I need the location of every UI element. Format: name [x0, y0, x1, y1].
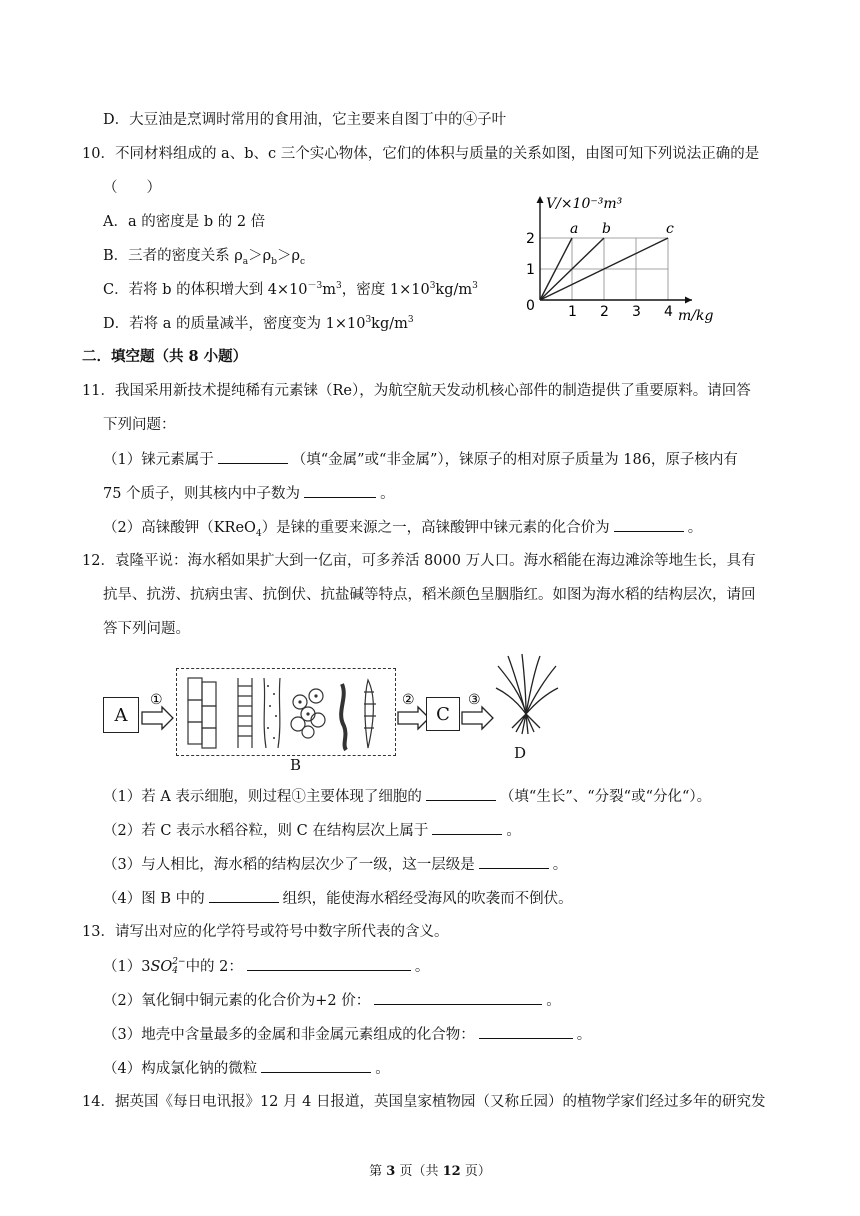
- x-tick-label: 4: [664, 304, 673, 320]
- q10-stem-line2: （ ）: [103, 180, 161, 196]
- svg-text:③: ③: [468, 692, 481, 708]
- y-axis-label: V/×10⁻³m³: [546, 196, 623, 212]
- q13-part1: （1）3SO 2− 4 中的 2： 。: [103, 957, 430, 976]
- q11-stem-line2: 下列问题：: [103, 417, 176, 433]
- q12-stem-line1: 12．袁隆平说：海水稻如果扩大到一亿亩，可多养活 8000 万人口。海水稻能在海边滩涂等地生长，具有: [82, 553, 756, 569]
- svg-text:②: ②: [402, 692, 415, 708]
- series-label-b: b: [602, 221, 611, 237]
- answer-blank[interactable]: [479, 1024, 573, 1039]
- y-tick-label: 2: [526, 231, 535, 247]
- q12-part2: （2）若 C 表示水稻谷粒，则 C 在结构层次上属于 。: [103, 820, 521, 841]
- q12-stem-line2: 抗旱、抗涝、抗病虫害、抗倒伏、抗盐碱等特点，稻米颜色呈胭脂红。如图为海水稻的结构层次，请回: [103, 587, 756, 603]
- origin-label: 0: [526, 298, 535, 314]
- x-tick-label: 1: [568, 304, 577, 320]
- answer-blank[interactable]: [247, 956, 411, 971]
- q10-option-b: B．三者的密度关系 $\rho_a>\rho_b>\rho_c$: [103, 248, 306, 267]
- fig-box-a: A: [103, 697, 139, 733]
- y-tick-label: 1: [526, 262, 535, 278]
- svg-text:①: ①: [150, 692, 163, 708]
- q13-stem: 13．请写出对应的化学符号或符号中数字所代表的含义。: [82, 924, 449, 940]
- answer-blank[interactable]: [479, 854, 549, 869]
- q13-part2: （2）氧化铜中铜元素的化合价为+2 价： 。: [103, 990, 561, 1011]
- fig-label-d: D: [514, 744, 527, 762]
- x-tick-label: 3: [632, 304, 641, 320]
- arrow-3-icon: [460, 690, 496, 736]
- q11-part1-line1: （1）铼元素属于 （填“金属”或“非金属”），铼原子的相对原子质量为 186，原子核内有: [103, 449, 738, 470]
- x-tick-label: 2: [600, 304, 609, 320]
- series-label-c: c: [666, 221, 674, 237]
- q14-stem-line1: 14．据英国《每日电讯报》12 月 4 日报道，英国皇家植物园（又称丘园）的植物学家们经过多年的研究发: [82, 1094, 766, 1110]
- answer-blank[interactable]: [218, 449, 288, 464]
- x-axis-label: m/kg: [678, 308, 714, 324]
- x-axis-arrow-icon: [685, 297, 692, 304]
- answer-blank[interactable]: [374, 990, 542, 1005]
- plant-tissues-illustration: [180, 672, 392, 752]
- page-footer: 第 3 页（共 12 页）: [369, 1164, 491, 1179]
- answer-blank[interactable]: [209, 888, 279, 903]
- answer-blank[interactable]: [432, 820, 502, 835]
- q12-stem-line3: 答下列问题。: [103, 621, 190, 637]
- q9-option-d: D．大豆油是烹调时常用的食用油，它主要来自图丁中的④子叶: [103, 112, 507, 128]
- q11-part2: （2）高铼酸钾（KReO$_4$）是铼的重要来源之一，高铼酸钾中铼元素的化合价为 。: [103, 517, 702, 538]
- q12-part3: （3）与人相比，海水稻的结构层次少了一级，这一层级是 。: [103, 854, 567, 875]
- series-label-a: a: [570, 221, 579, 237]
- fig-label-b: B: [290, 756, 302, 774]
- q12-part4: （4）图 B 中的 组织，能使海水稻经受海风的吹袭而不倒伏。: [103, 888, 573, 909]
- q11-part1-line2: 75 个质子，则其核内中子数为 。: [103, 483, 395, 504]
- answer-blank[interactable]: [261, 1058, 371, 1073]
- q10-option-a: A．a 的密度是 b 的 2 倍: [103, 214, 266, 230]
- q12-part1: （1）若 A 表示细胞，则过程①主要体现了细胞的 （填“生长”、“分裂“或“分化“）。: [103, 786, 711, 807]
- y-axis-arrow-icon: [537, 196, 544, 203]
- answer-blank[interactable]: [304, 483, 376, 498]
- q13-part4: （4）构成氯化钠的微粒 。: [103, 1058, 390, 1079]
- q10-option-d: D．若将 a 的质量减半，密度变为 $1\times 10^3kg/m^3$: [103, 315, 414, 332]
- q10-stem-line1: 10．不同材料组成的 a、b、c 三个实心物体，它们的体积与质量的关系如图，由图可知下列说法正确的是: [82, 146, 760, 162]
- arrow-1-icon: [140, 690, 176, 736]
- answer-blank[interactable]: [614, 517, 684, 532]
- rice-plant-icon: [494, 652, 560, 746]
- volume-mass-chart: [522, 192, 718, 328]
- fig-box-c: C: [426, 697, 460, 731]
- q11-stem-line1: 11．我国采用新技术提纯稀有元素铼（Re），为航空航天发动机核心部件的制造提供了重要原料。请回答: [82, 383, 751, 399]
- answer-blank[interactable]: [426, 786, 496, 801]
- q10-option-c: C．若将 b 的体积增大到 $4\times 10^{-3}m^3$，密度 $1\times 10^3kg/m^3$: [103, 281, 478, 298]
- q13-part3: （3）地壳中含量最多的金属和非金属元素组成的化合物： 。: [103, 1024, 591, 1045]
- section-fill-in-title: 二．填空题（共 8 小题）: [82, 348, 248, 365]
